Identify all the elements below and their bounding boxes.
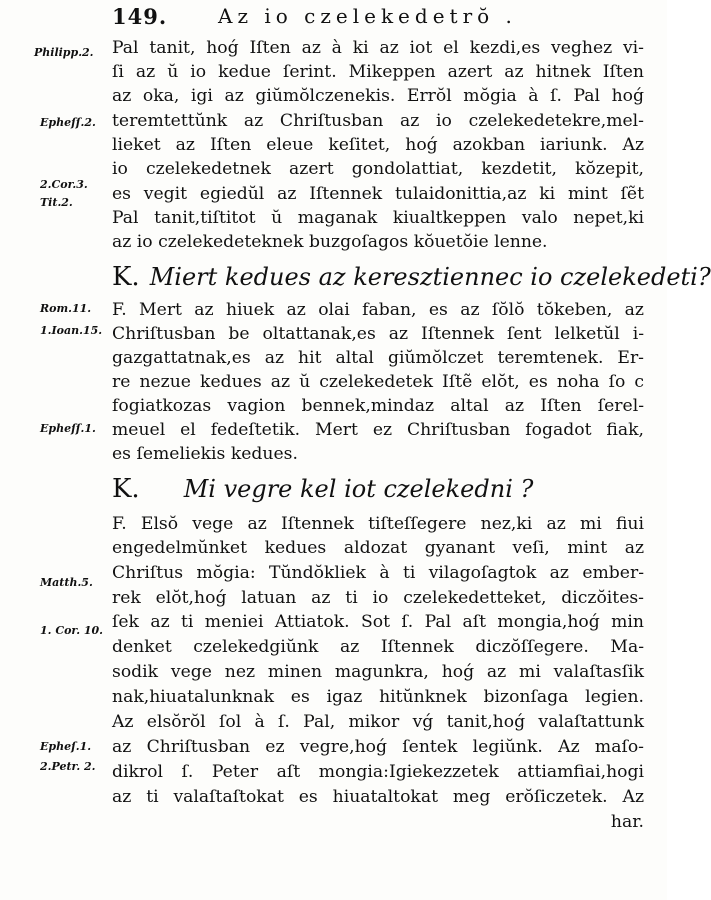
page-number: 149. [112,4,168,29]
text-line: Chriſtusban be oltattanak,es az Iſtennek ſent lelketŭl i- [112,324,644,344]
text-line: Chriſtus mŏgia: Tŭndŏkliek à ti vilagoſagtok az ember- [112,563,644,583]
question-text: Miert kedues az keresztiennec io czelekedeti? [149,263,711,291]
text-line: Az elsŏrŏl ſol à ſ. Pal, mikor vǵ tanit,hoǵ valaſtattunk [112,712,644,732]
margin-note: 2.Petr. 2. [40,760,96,773]
text-line: teremtettŭnk az Chriſtusban az io czelekedetekre,mel- [112,111,644,131]
running-title: Az io czelekedetrŏ . [218,4,517,28]
text-line: az ti valaſtaſtokat es hiuataltokat meg erŏſiczetek. Az [112,787,644,807]
text-line: es vegit egiedŭl az Iſtennek tulaidonittia,az ki mint ſẽt [112,184,644,204]
margin-note: Philipp.2. [34,46,94,59]
text-line: engedelmŭnket kedues aldozat gyanant veſi, mint az [112,538,644,558]
margin-note: 1.Ioan.15. [40,324,103,337]
margin-note: Matth.5. [40,576,93,589]
question-marker: K. [112,262,140,292]
question-text: Mi vegre kel iot czelekedni ? [183,475,534,503]
question-heading [112,472,648,506]
margin-note: Rom.11. [40,302,92,315]
text-line: ſek az ti meniei Attiatok. Sot ſ. Pal aſt mongia,hoǵ min [112,612,644,632]
text-line: F. Mert az hiuek az olai faban, es az ſŏlŏ tŏkeben, az [112,300,644,320]
margin-note: Tit.2. [40,196,73,209]
margin-note: Epheſ.1. [40,740,92,753]
text-line: io czelekedetnek azert gondolattiat, kezdetit, kŏzepit, [112,159,644,179]
question-heading [112,260,711,294]
text-line: Pal tanit,tiſtitot ŭ maganak kiualtkeppen valo nepet,ki [112,208,644,228]
text-line: nak,hiuatalunknak es igaz hitŭnknek bizonſaga legien. [112,687,644,707]
text-line: gazgattatnak,es az hit altal giŭmŏlczet teremtenek. Er- [112,348,644,368]
catchword: har. [610,812,644,832]
text-line: fogiatkozas vagion bennek,mindaz altal az Iſten ſerel- [112,396,644,416]
text-line: lieket az Iſten eleue keſitet, hoǵ azokban iariunk. Az [112,135,644,155]
text-line: Pal tanit, hoǵ Iſten az à ki az iot el kezdi,es veghez vi- [112,38,644,58]
margin-note: Epheſſ.2. [40,116,96,129]
text-line: dikrol ſ. Peter aſt mongia:Igiekezzetek attiamfiai,hogi [112,762,644,782]
text-line: meuel el fedeſtetik. Mert ez Chriſtusban fogadot fiak, [112,420,644,440]
text-line: ſi az ŭ io kedue ſerint. Mikeppen azert az hitnek Iſten [112,62,644,82]
margin-note: 1. Cor. 10. [40,624,103,637]
text-line: sodik vege nez minen magunkra, hoǵ az mi valaſtasſik [112,662,644,682]
text-line: az oka, igi az giŭmŏlczenekis. Errŏl mŏgia à ſ. Pal hoǵ [112,86,644,106]
text-line: F. Elsŏ vege az Iſtennek tiſteſſegere nez,ki az mi fiui [112,514,644,534]
text-line: az io czelekedeteknek buzgoſagos kŏuetŏie lenne. [112,232,548,252]
text-line: es ſemeliekis kedues. [112,444,298,464]
text-line: az Chriſtusban ez vegre,hoǵ ſentek legiŭnk. Az maſo- [112,737,644,757]
text-line: denket czelekedgiŭnk az Iſtennek diczŏſſegere. Ma- [112,637,644,657]
text-line: re nezue kedues az ŭ czelekedetek Iſtẽ elŏt, es noha ſo c [112,372,644,392]
margin-note: Epheſſ.1. [40,422,96,435]
question-marker: K. [112,474,140,504]
text-line: rek elŏt,hoǵ latuan az ti io czelekedetteket, diczŏites- [112,588,644,608]
margin-note: 2.Cor.3. [40,178,88,191]
